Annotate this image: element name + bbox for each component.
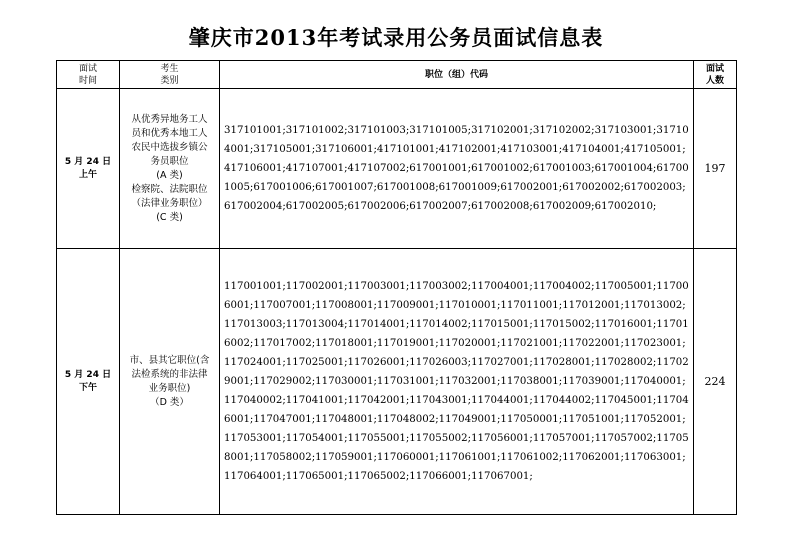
header-count-line2: 人数: [705, 75, 724, 86]
interview-count: 197: [694, 89, 737, 249]
header-time-line2: 时间: [78, 75, 97, 86]
header-category-line1: 考生: [160, 63, 179, 74]
candidate-category: [120, 89, 220, 249]
category-line: 法检系统的非法律: [131, 368, 208, 380]
category-line: (A 类): [156, 169, 183, 181]
header-count: [694, 61, 737, 89]
category-line: (C 类): [156, 211, 183, 223]
category-line: 检察院、法院职位: [131, 183, 208, 195]
header-codes: 职位（组）代码: [220, 61, 694, 89]
interview-time: [57, 89, 120, 249]
candidate-category: [120, 249, 220, 515]
interview-info-table: [56, 60, 737, 515]
interview-count: 224: [694, 249, 737, 515]
page-title: 肇庆市2013年考试录用公务员面试信息表: [188, 25, 604, 50]
interview-date: 5 月 24 日: [64, 156, 112, 167]
header-count-line1: 面试: [705, 63, 724, 74]
header-category: [120, 61, 220, 89]
category-line: 务员职位: [150, 155, 189, 167]
category-line: 市、县其它职位(含: [129, 354, 210, 366]
table-row: [57, 249, 737, 515]
header-time: [57, 61, 120, 89]
category-line: 农民中选拔乡镇公: [131, 141, 208, 153]
interview-time: [57, 249, 120, 515]
interview-session: 下午: [78, 382, 97, 393]
category-line: 业务职位): [148, 382, 191, 394]
category-line: 员和优秀本地工人: [131, 127, 208, 139]
category-line: （法律业务职位）: [131, 197, 208, 209]
header-category-line2: 类别: [160, 75, 179, 86]
position-codes: 117001001;117002001;117003001;117003002;117004001;117004002;117005001;117006001;117007001;117008001;117009001;117010001;117011001;117012001;117013002;117013003;117013004;117014001;117014002;117015001;117015002;117016001;117016002;117017002;117018001;117019001;117020001;117021001;117022001;117023001;117024001;117025001;117026001;117026003;117027001;117028001;117028002;117029001;117029002;117030001;117031001;117032001;117038001;117039001;117040001;117040002;117041001;117042001;117043001;117044001;117044002;117045001;117046001;117047001;117048001;117048002;117049001;117050001;117051001;117052001;117053001;117054001;117055001;117055002;117056001;117057001;117057002;117058001;117058002;117059001;117060001;117061001;117061002;117062001;117063001;117064001;117065001;117065002;117066001;117067001;: [220, 249, 694, 515]
position-codes: 317101001;317101002;317101003;317101005;317102001;317102002;317103001;317104001;317105001;317106001;417101001;417102001;417103001;417104001;417105001;417106001;417107001;417107002;617001001;617001002;617001003;617001004;617001005;617001006;617001007;617001008;617001009;617002001;617002002;617002003;617002004;617002005;617002006;617002007;617002008;617002009;617002010;: [220, 89, 694, 249]
category-line: （D 类）: [150, 396, 189, 408]
interview-date: 5 月 24 日: [64, 369, 112, 380]
interview-session: 上午: [78, 169, 97, 180]
table-header-row: [57, 61, 737, 89]
header-time-line1: 面试: [78, 63, 97, 74]
table-row: [57, 89, 737, 249]
category-line: 从优秀异地务工人: [131, 113, 208, 125]
